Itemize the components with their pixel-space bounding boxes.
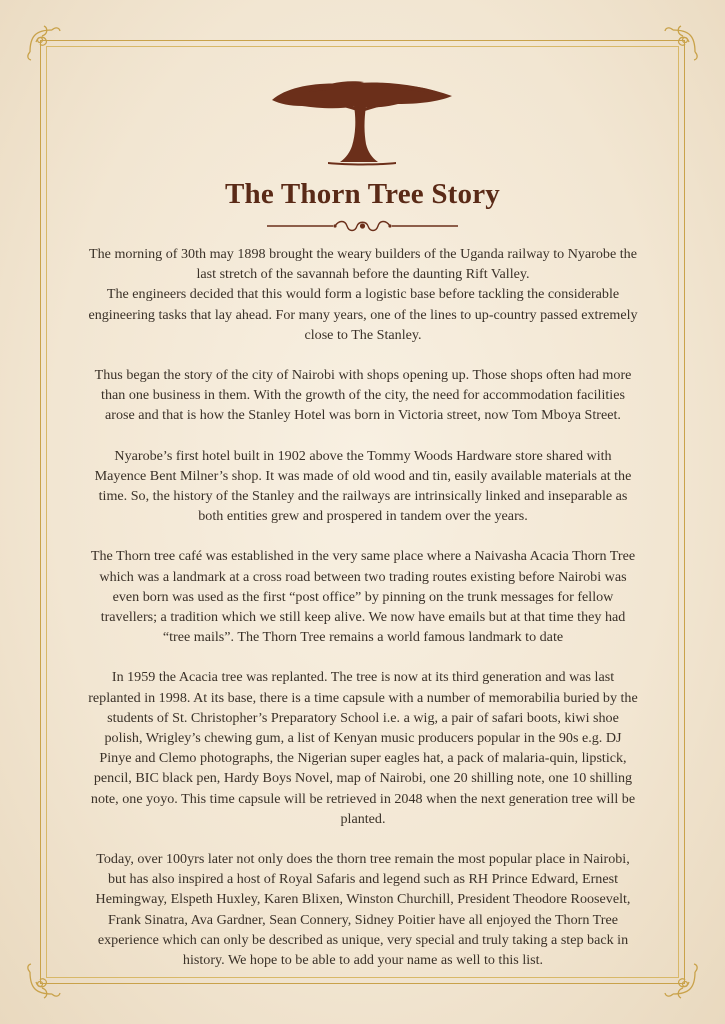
story-paragraph: [88, 446, 638, 527]
flourish-corner-top-left-icon: [22, 22, 92, 92]
paragraph-line: The engineers decided that this would form a logistic base before tackling the considerable engineering tasks that lay ahead. For many years, one of the lines to up-country passed extremely close to The Stanley.: [88, 286, 638, 343]
story-paragraph: [88, 546, 638, 647]
story-paragraph: [88, 667, 638, 829]
flourish-corner-top-right-icon: [633, 22, 703, 92]
paragraph-line: Today, over 100yrs later not only does the thorn tree remain the most popular place in Nairobi, but has also inspired a host of Royal Safaris and legend such as RH Prince Edward, Ernest Hemingway, Elspeth Huxley, Karen Blixen, Winston Churchill, President Theodore Roosevelt, Frank Sinatra, Ava Gardner, Sean Connery, Sidney Poitier have all enjoyed the Thorn Tree experience which can only be described as unique, very special and truly taking a step back in history. We hope to be able to add your name as well to this list.: [95, 851, 631, 969]
page-title: The Thorn Tree Story: [225, 178, 500, 210]
flourish-corner-bottom-right-icon: [633, 932, 703, 1002]
flourish-corner-bottom-left-icon: [22, 932, 92, 1002]
story-paragraph: [88, 244, 638, 345]
paragraph-line: The morning of 30th may 1898 brought the weary builders of the Uganda railway to Nyarobe the last stretch of the savannah before the daunting Rift Valley.: [89, 246, 637, 283]
scroll-ornament-icon: [265, 218, 460, 234]
paragraph-line: Thus began the story of the city of Nairobi with shops opening up. Those shops often had more than one business in them. With the growth of the city, the need for accommodation facilities arose and that is how the Stanley Hotel was born in Victoria street, now Tom Mboya Street.: [94, 367, 632, 424]
paragraph-line: Nyarobe’s first hotel built in 1902 above the Tommy Woods Hardware store shared with Mayence Bent Milner’s shop. It was made of old wood and tin, easily available materials at the time. So, the history of the Stanley and the railways are intrinsically linked and inseparable as both entities grew and prospered in tandem over the years.: [94, 447, 632, 525]
story-paragraph: [88, 849, 638, 970]
story-paragraph: [88, 365, 638, 426]
paragraph-line: The Thorn tree café was established in the very same place where a Naivasha Acacia Thorn Tree which was a landmark at a cross road between two trading routes existing before Nairobi was even born was used as the first “post office” by pinning on the trunk messages for fellow travellers; a tradition which we still keep alive. We now have emails but at that time they had “tree mails”. The Thorn Tree remains a world famous landmark to date: [90, 548, 636, 646]
story-body: [88, 244, 638, 990]
acacia-tree-icon: [268, 78, 456, 168]
paragraph-line: In 1959 the Acacia tree was replanted. The tree is now at its third generation and was last replanted in 1998. At its base, there is a time capsule with a number of memorabilia buried by the students of St. Christopher’s Preparatory School i.e. a wig, a pair of safari boots, kiwi shoe polish, Wrigley’s chewing gum, a list of Kenyan music producers popular in the 90s e.g. DJ Pinye and Clemo photographs, the Nigerian super eagles hat, a pack of malaria-quin, lipstick, pencil, BIC black pen, Hardy Boys Novel, map of Nairobi, one 20 shilling note, one 10 shilling note, one yoyo. This time capsule will be retrieved in 2048 when the next generation tree will be planted.: [88, 669, 638, 827]
